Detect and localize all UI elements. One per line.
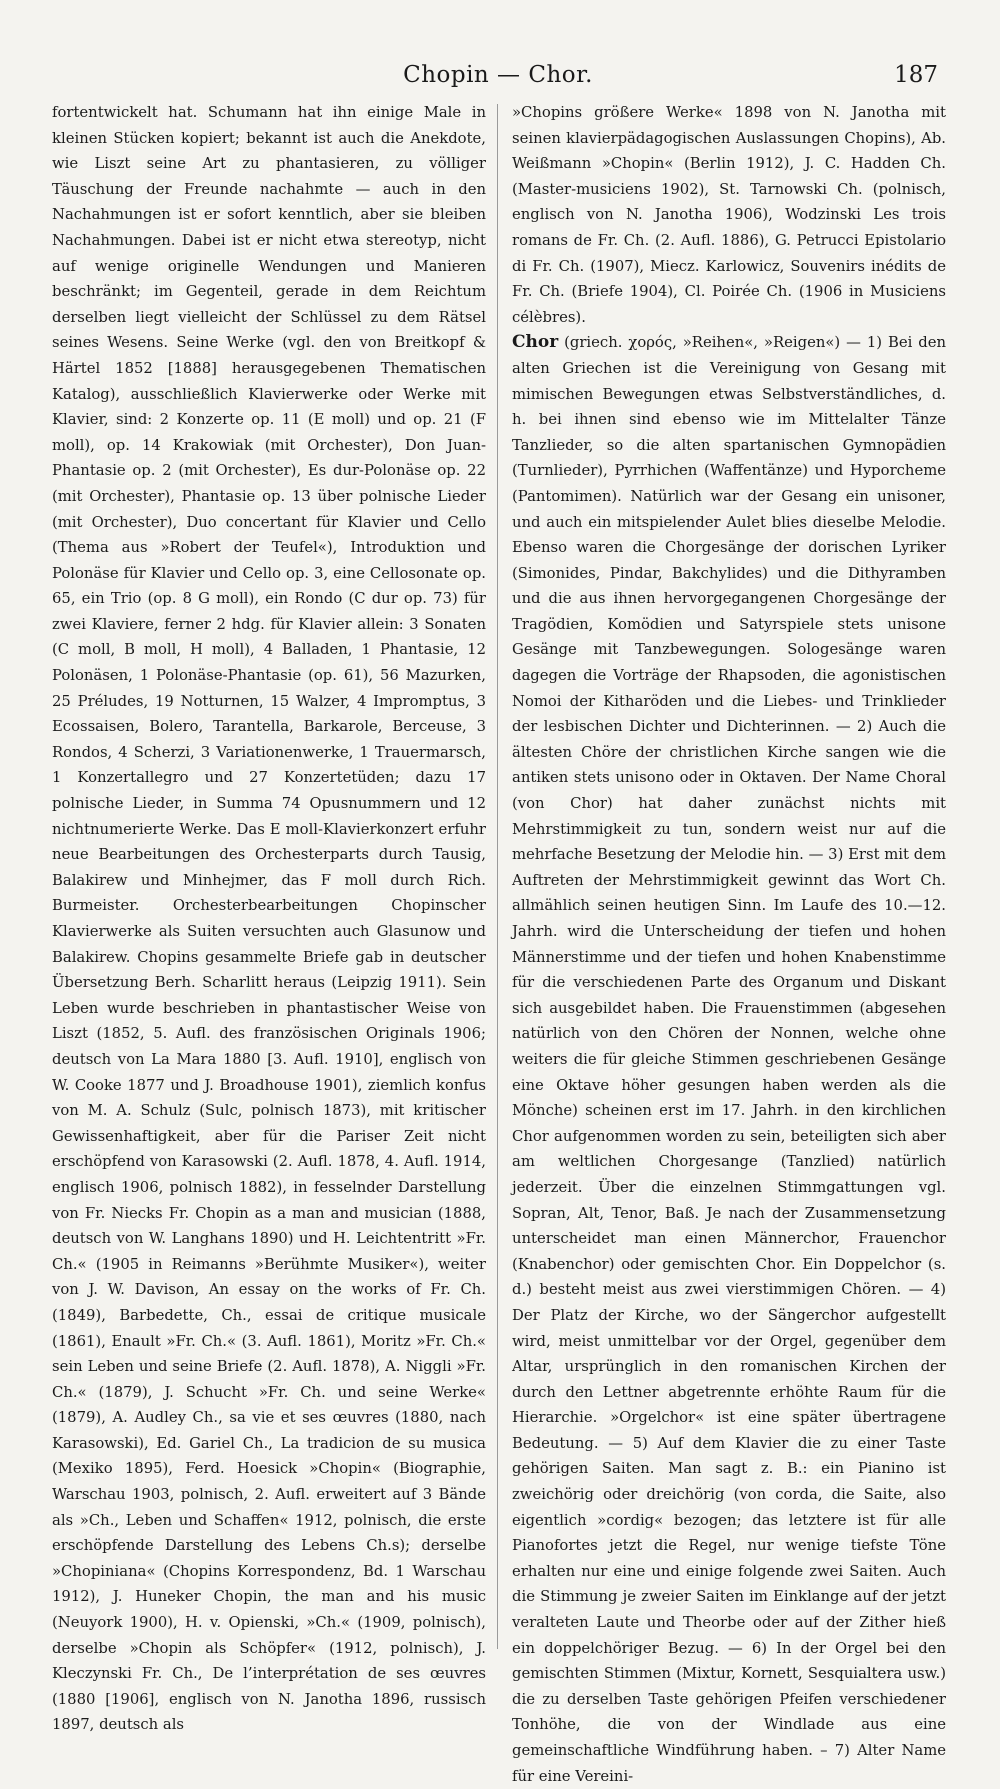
chor-entry-text: (griech. χορός, »Reihen«, »Reigen«) — 1) Bei den alten Griechen ist die Vereinigung von Gesang mit mimischen Bewegungen etwas Selbstverständliches, d. h. bei ihnen sind ebenso wie im Mittelalter Tänze Tanzlieder, so die alten spartanischen Gymnopädien (Turnlieder), Pyrrhichen (Waffentänze) und Hyporcheme (Pantomimen). Natürlich war der Gesang ein unisoner, und auch ein mitspielender Aulet blies dieselbe Melodie. Ebenso waren die Chorgesänge der dorischen Lyriker (Simonides, Pindar, Bakchylides) und die Dithyramben und die aus ihnen hervorgegangenen Chorgesänge der Tragödien, Komödien und Satyrspiele stets unisone Gesänge mit Tanzbewegungen. Sologesänge waren dagegen die Vorträge der Rhapsoden, die agonistischen Nomoi der Kitharöden und die Liebes- und Trinklieder der lesbischen Dichter und Dichterinnen. — 2) Auch die ältesten Chöre der christlichen Kirche sangen wie die antiken stets unisono oder in Oktaven. Der Name Choral (von Chor) hat daher zunächst nichts mit Mehrstimmigkeit zu tun, sondern weist nur auf die mehrfache Besetzung der Melodie hin. — 3) Erst mit dem Auftreten der Mehrstimmigkeit gewinnt das Wort Ch. allmählich seinen heutigen Sinn. Im Laufe des 10.—12. Jahrh. wird die Unterscheidung der tiefen und hohen Männerstimme und der tiefen und hohen Knabenstimme für die verschiedenen Parte des Organum und Diskant sich ausgebildet haben. Die Frauenstimmen (abgesehen natürlich von den Chören der Nonnen, welche ohne weiters die für gleiche Stimmen geschriebenen Gesänge eine Oktave höher gesungen haben werden als die Mönche) scheinen erst im 17. Jahrh. in den kirchlichen Chor aufgenommen worden zu sein, beteiligten sich aber am weltlichen Chorgesange (Tanzlied) natürlich jederzeit. Über die einzelnen Stimmgattungen vgl. Sopran, Alt, Tenor, Baß. Je nach der Zusammensetzung unterscheidet man einen Männerchor, Frauenchor (Knabenchor) oder gemischten Chor. Ein Doppelchor (s. d.) besteht meist aus zwei vierstimmigen Chören. — 4) Der Platz der Kirche, wo der Sängerchor aufgestellt wird, meist unmittelbar vor der Orgel, gegenüber dem Altar, ursprünglich in den romanischen Kirchen der durch den Lettner abgetrennte erhöhte Raum für die Hierarchie. »Orgelchor« ist eine später übertragene Bedeutung. — 5) Auf dem Klavier die zu einer Taste gehörigen Saiten. Man sagt z. B.: ein Pianino ist zweichörig oder dreichörig (von corda, die Saite, also eigentlich »cordig« bezogen; das letztere ist für alle Pianofortes jetzt die Regel, nur wenige tiefste Töne erhalten nur eine und einige folgende zwei Saiten. Auch die Stimmung je zweier Saiten im Einklange auf der jetzt veralteten Laute und Theorbe oder auf der Zither hieß ein doppelchöriger Bezug. — 6) In der Orgel bei den gemischten Stimmen (Mixtur, Kornett, Sesquialtera usw.) die zu derselben Taste gehörigen Pfeifen verschiedener Tonhöhe, die von der Windlade aus eine gemeinschaftliche Windführung haben. – 7) Alter Name für eine Vereini- [512,334,946,1785]
running-title: Chopin — Chor. [403,62,593,88]
column-divider [497,104,498,1649]
chopin-bibliography-end: »Chopins größere Werke« 1898 von N. Janotha mit seinen klavierpädagogischen Auslassungen Chopins), Ab. Weißmann »Chopin« (Berlin 1912), J. C. Hadden Ch. (Master-musiciens 1902), St. Tarnowski Ch. (polnisch, englisch von N. Janotha 1906), Wodzinski Les trois romans de Fr. Ch. (2. Aufl. 1886), G. Petrucci Epistolario di Fr. Ch. (1907), Miecz. Karlowicz, Souvenirs inédits de Fr. Ch. (Briefe 1904), Cl. Poirée Ch. (1906 in Musiciens célèbres). [512,104,946,326]
left-column [52,100,486,1734]
right-column [512,100,946,1785]
page-number: 187 [894,62,938,88]
running-header [58,62,938,102]
entry-headword: Chor [512,332,559,353]
chor-entry [512,330,946,1789]
chopin-entry-continuation: fortentwickelt hat. Schumann hat ihn einige Male in kleinen Stücken kopiert; bekannt ist auch die Anekdote, wie Liszt seine Art zu phantasieren, zu völliger Täuschung der Freunde nachahmte — auch in den Nachahmungen ist er sofort kenntlich, aber sie bleiben Nachahmungen. Dabei ist er nicht etwa stereotyp, nicht auf wenige originelle Wendungen und Manieren beschränkt; im Gegenteil, gerade in dem Reichtum derselben liegt vielleicht der Schlüssel zu dem Rätsel seines Wesens. Seine Werke (vgl. den von Breitkopf & Härtel 1852 [1888] herausgegebenen Thematischen Katalog), ausschließlich Klavierwerke oder Werke mit Klavier, sind: 2 Konzerte op. 11 (E moll) und op. 21 (F moll), op. 14 Krakowiak (mit Orchester), Don Juan-Phantasie op. 2 (mit Orchester), Es dur-Polonäse op. 22 (mit Orchester), Phantasie op. 13 über polnische Lieder (mit Orchester), Duo concertant für Klavier und Cello (Thema aus »Robert der Teufel«), Introduktion und Polonäse für Klavier und Cello op. 3, eine Cellosonate op. 65, ein Trio (op. 8 G moll), ein Rondo (C dur op. 73) für zwei Klaviere, ferner 2 hdg. für Klavier allein: 3 Sonaten (C moll, B moll, H moll), 4 Balladen, 1 Phantasie, 12 Polonäsen, 1 Polonäse-Phantasie (op. 61), 56 Mazurken, 25 Préludes, 19 Notturnen, 15 Walzer, 4 Impromptus, 3 Ecossaisen, Bolero, Tarantella, Barkarole, Berceuse, 3 Rondos, 4 Scherzi, 3 Variationenwerke, 1 Trauermarsch, 1 Konzertallegro und 27 Konzertetüden; dazu 17 polnische Lieder, in Summa 74 Opusnummern und 12 nichtnumerierte Werke. Das E moll-Klavierkonzert erfuhr neue Bearbeitungen des Orchesterparts durch Tausig, Balakirew und Minhejmer, das F moll durch Rich. Burmeister. Orchesterbearbeitungen Chopinscher Klavierwerke als Suiten versuchten auch Glasunow und Balakirew. Chopins gesammelte Briefe gab in deutscher Übersetzung Berh. Scharlitt heraus (Leipzig 1911). Sein Leben wurde beschrieben in phantastischer Weise von Liszt (1852, 5. Aufl. des französischen Originals 1906; deutsch von La Mara 1880 [3. Aufl. 1910], englisch von W. Cooke 1877 und J. Broadhouse 1901), ziemlich konfus von M. A. Schulz (Sulc, polnisch 1873), mit kritischer Gewissenhaftigkeit, aber für die Pariser Zeit nicht erschöpfend von Karasowski (2. Aufl. 1878, 4. Aufl. 1914, englisch 1906, polnisch 1882), in fesselnder Darstellung von Fr. Niecks Fr. Chopin as a man and musician (1888, deutsch von W. Langhans 1890) und H. Leichtentritt »Fr. Ch.« (1905 in Reimanns »Berühmte Musiker«), weiter von J. W. Davison, An essay on the works of Fr. Ch. (1849), Barbedette, Ch., essai de critique musicale (1861), Enault »Fr. Ch.« (3. Aufl. 1861), Moritz »Fr. Ch.« sein Leben und seine Briefe (2. Aufl. 1878), A. Niggli »Fr. Ch.« (1879), J. Schucht »Fr. Ch. und seine Werke« (1879), A. Audley Ch., sa vie et ses œuvres (1880, nach Karasowski), Ed. Gariel Ch., La tradicion de su musica (Mexiko 1895), Ferd. Hoesick »Chopin« (Biographie, Warschau 1903, polnisch, 2. Aufl. erweitert auf 3 Bände als »Ch., Leben und Schaffen« 1912, polnisch, die erste erschöpfende Darstellung des Lebens Ch.s); derselbe »Chopiniana« (Chopins Korrespondenz, Bd. 1 Warschau 1912), J. Huneker Chopin, the man and his music (Neuyork 1900), H. v. Opienski, »Ch.« (1909, polnisch), derselbe »Chopin als Schöpfer« (1912, polnisch), J. Kleczynski Fr. Ch., De l’interprétation de ses œuvres (1880 [1906], englisch von N. Janotha 1896, russisch 1897, deutsch als [52,104,486,1734]
